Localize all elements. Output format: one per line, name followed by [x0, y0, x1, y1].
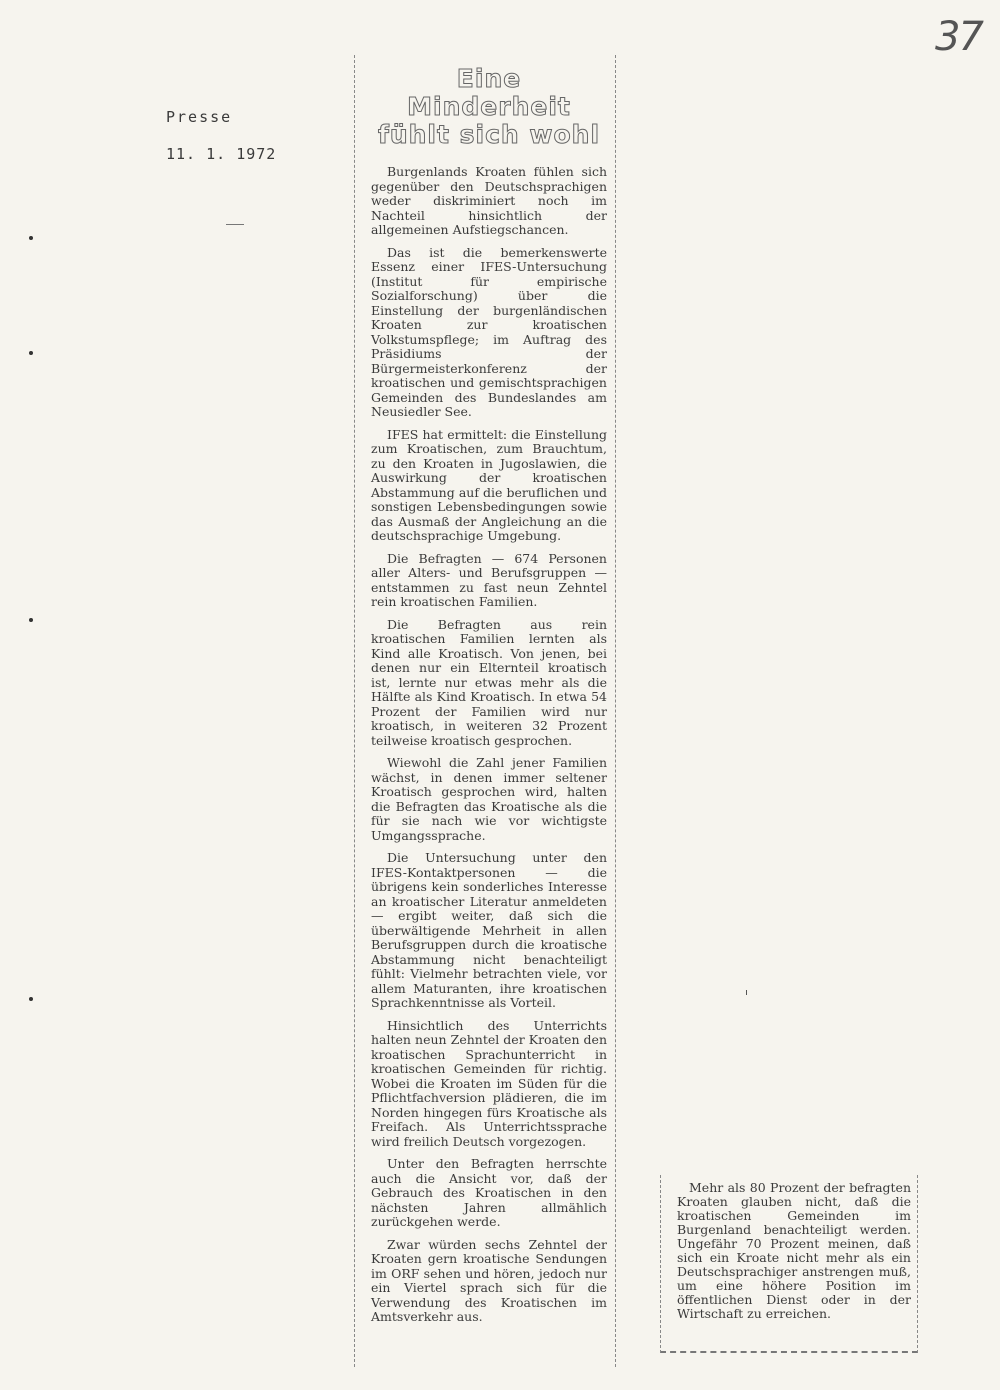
side-clipping — [660, 1175, 918, 1353]
source-publication: Presse — [166, 108, 233, 126]
article-paragraph: Hinsichtlich des Unterrichts halten neun Zehntel der Kroaten den kroatischen Sprachunterricht in kroatischen Gemeinden für richtig. Wobei die Kroaten im Süden für die Pflichtfachversion plädieren, die im Norden hingegen fürs Kroatische als Freifach. Als Unterrichtssprache wird freilich Deutsch vorgezogen. — [371, 1017, 607, 1149]
article-paragraph: Burgenlands Kroaten fühlen sich gegenüber den Deutschsprachigen weder diskriminiert noch im Nachteil hinsichtlich der allgemeinen Aufstiegschancen. — [371, 164, 607, 237]
tiny-dash-mark — [226, 224, 244, 225]
margin-mark — [29, 618, 33, 622]
article-paragraph: Die Untersuchung unter den IFES-Kontaktpersonen — die übrigens kein sonderliches Interesse an kroatischer Literatur anmeldeten — ergibt weiter, daß sich die überwältigende Mehrheit in allen Berufsgruppen durch die kroatische Abstammung nicht benachteiligt fühlt: Vielmehr betrachten viele, vor allem Maturanten, ihre kroatischen Sprachkenntnisse als Vorteil. — [371, 850, 607, 1010]
article-paragraph: Wiewohl die Zahl jener Familien wächst, in denen immer seltener Kroatisch gesprochen wird, halten die Befragten das Kroatische als die für sie nach wie vor wichtigste Umgangssprache. — [371, 755, 607, 843]
source-date: 11. 1. 1972 — [166, 145, 277, 163]
article-paragraph: IFES hat ermittelt: die Einstellung zum Kroatischen, zum Brauchtum, zu den Kroaten in Jugoslawien, die Auswirkung der kroatischen Abstammung auf die beruflichen und sonstigen Lebensbedingungen sowie das Ausmaß der Angleichung an die deutschsprachige Umgebung. — [371, 426, 607, 543]
margin-mark — [29, 351, 33, 355]
side-article-text: Mehr als 80 Prozent der befragten Kroaten glauben nicht, daß die kroatischen Gemeinden im Burgenland benachteiligt werden. Ungefähr 70 Prozent meinen, daß sich ein Kroate nicht mehr als ein Deutschsprachiger anstrengen muß, um eine höhere Position im öffentlichen Dienst oder in der Wirtschaft zu erreichen. — [677, 1180, 911, 1321]
margin-mark — [29, 997, 33, 1001]
main-clipping — [354, 55, 616, 1367]
article-paragraph: Die Befragten — 674 Personen aller Alters- und Berufsgruppen — entstammen zu fast neun Zehntel rein kroatischen Familien. — [371, 550, 607, 609]
source-stamp — [166, 110, 276, 162]
margin-mark — [29, 236, 33, 240]
article-body — [371, 165, 607, 1325]
article-paragraph: Unter den Befragten herrschte auch die Ansicht vor, daß der Gebrauch des Kroatischen in den nächsten Jahren allmählich zurückgehen werde. — [371, 1156, 607, 1229]
speck-mark — [746, 990, 747, 995]
article-paragraph: Die Befragten aus rein kroatischen Familien lernten als Kind alle Kroatisch. Von jenen, bei denen nur ein Elternteil kroatisch ist, lernte nur etwas mehr als die Hälfte als Kind Kroatisch. In etwa 54 Prozent der Familien wird nur kroatisch, in weiteren 32 Prozent teilweise kroatisch gesprochen. — [371, 616, 607, 748]
page-number: 37 — [935, 14, 982, 60]
article-paragraph: Das ist die bemerkenswerte Essenz einer IFES-Untersuchung (Institut für empirische Sozialforschung) über die Einstellung der burgenländischen Kroaten zur kroatischen Volkstumspflege; im Auftrag des Präsidiums der Bürgermeisterkonferenz der kroatischen und gemischtsprachigen Gemeinden des Bundeslandes am Neusiedler See. — [371, 244, 607, 419]
article-headline: Eine Minderheit fühlt sich wohl — [377, 64, 601, 149]
article-paragraph: Zwar würden sechs Zehntel der Kroaten gern kroatische Sendungen im ORF sehen und hören, jedoch nur ein Viertel sprach sich für die Verwendung des Kroatischen im Amtsverkehr aus. — [371, 1236, 607, 1324]
